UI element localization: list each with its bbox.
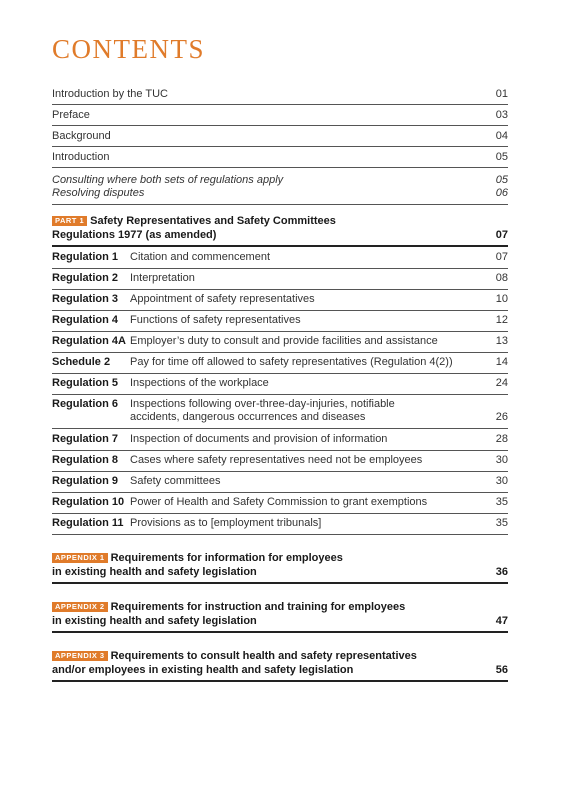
toc-appendix-2[interactable] [52, 600, 508, 633]
toc-entry-label: Resolving disputes [52, 187, 145, 199]
toc-entry-label: Introduction [52, 151, 110, 163]
toc-entry-label: Introduction by the TUC [52, 88, 168, 100]
appendix-tag: APPENDIX 2 [52, 602, 108, 612]
toc-entry-page: 36 [495, 566, 508, 578]
regulation-title: Functions of safety representatives [130, 314, 301, 326]
toc-entry-page: 12 [495, 314, 508, 326]
toc-entry-preface[interactable] [52, 109, 508, 126]
toc-entry-page: 01 [495, 88, 508, 100]
toc-regulation-row[interactable] [52, 251, 508, 269]
toc-subentry-consulting[interactable] [52, 174, 508, 187]
regulation-title: Appointment of safety representatives [130, 293, 315, 305]
regulation-code: Regulation 10 [52, 496, 125, 508]
regulation-code: Regulation 1 [52, 251, 119, 263]
toc-entry-page: 14 [495, 356, 508, 368]
regulation-code: Regulation 2 [52, 272, 119, 284]
toc-regulation-row[interactable] [52, 398, 508, 429]
regulation-title: Inspections of the workplace [130, 377, 269, 389]
toc-regulation-row[interactable] [52, 475, 508, 493]
toc-entry-label: Consulting where both sets of regulations apply [52, 174, 284, 186]
toc-entry-page: 04 [495, 130, 508, 142]
regulation-title: Inspection of documents and provision of information [130, 433, 388, 445]
toc-regulation-row[interactable] [52, 356, 508, 374]
appendix-title-line1: Requirements to consult health and safety representatives [110, 650, 417, 662]
part-title-line2: Regulations 1977 (as amended) [52, 229, 217, 241]
regulation-code: Regulation 3 [52, 293, 119, 305]
toc-entry-page: 05 [495, 174, 508, 186]
toc-entry-page: 26 [495, 411, 508, 423]
toc-entry-background[interactable] [52, 130, 508, 147]
toc-regulation-row[interactable] [52, 454, 508, 472]
toc-entry-page: 05 [495, 151, 508, 163]
toc-appendix-1[interactable] [52, 551, 508, 584]
toc-regulation-row[interactable] [52, 377, 508, 395]
regulation-code: Schedule 2 [52, 356, 111, 368]
appendix-title-line2: in existing health and safety legislation [52, 615, 257, 627]
regulation-code: Regulation 4 [52, 314, 119, 326]
regulation-code: Regulation 8 [52, 454, 119, 466]
toc-entry-page: 24 [495, 377, 508, 389]
page-title: CONTENTS [52, 34, 205, 64]
regulation-code: Regulation 9 [52, 475, 119, 487]
toc-entry-page: 30 [495, 475, 508, 487]
regulation-title: Citation and commencement [130, 251, 271, 263]
toc-entry-introduction[interactable] [52, 151, 508, 168]
toc-regulation-row[interactable] [52, 272, 508, 290]
toc-entry-page: 07 [495, 229, 508, 241]
toc-entry-page: 56 [495, 664, 508, 676]
regulation-code: Regulation 11 [52, 517, 124, 529]
part-tag: PART 1 [52, 216, 87, 226]
toc-entry-page: 10 [495, 293, 508, 305]
toc-entry-page: 35 [495, 517, 508, 529]
toc-entry-page: 28 [495, 433, 508, 445]
toc-regulation-row[interactable] [52, 335, 508, 353]
regulation-code: Regulation 5 [52, 377, 119, 389]
regulation-title: Interpretation [130, 272, 195, 284]
toc-entry-page: 30 [495, 454, 508, 466]
toc-entry-intro-tuc[interactable] [52, 88, 508, 105]
toc-regulation-row[interactable] [52, 314, 508, 332]
toc-entry-page: 08 [495, 272, 508, 284]
regulation-title: Cases where safety representatives need not be employees [130, 454, 423, 466]
toc-part1-heading[interactable] [52, 214, 508, 247]
toc-entry-label: Preface [52, 109, 90, 121]
toc-regulation-row[interactable] [52, 293, 508, 311]
toc-subentries [52, 174, 508, 205]
appendix-title-line1: Requirements for instruction and training for employees [110, 601, 406, 613]
toc-entry-page: 07 [495, 251, 508, 263]
toc-regulation-row[interactable] [52, 496, 508, 514]
appendix-tag: APPENDIX 3 [52, 651, 108, 661]
appendix-title-line2: and/or employees in existing health and safety legislation [52, 664, 354, 676]
toc-entry-page: 03 [495, 109, 508, 121]
toc-entry-page: 13 [495, 335, 508, 347]
appendix-title-line1: Requirements for information for employees [110, 552, 343, 564]
toc-appendix-3[interactable] [52, 649, 508, 682]
appendix-title-line2: in existing health and safety legislation [52, 566, 257, 578]
part-title-line1: Safety Representatives and Safety Committees [90, 215, 336, 227]
regulation-code: Regulation 6 [52, 398, 119, 410]
regulation-title: Inspections following over-three-day-injuries, notifiable accidents, dangerous occurrences and diseases [130, 398, 395, 423]
regulation-title: Power of Health and Safety Commission to grant exemptions [130, 496, 428, 508]
regulation-code: Regulation 7 [52, 433, 119, 445]
regulation-title: Provisions as to [employment tribunals] [130, 517, 322, 529]
toc-subentry-disputes[interactable] [52, 187, 508, 200]
regulation-title: Employer’s duty to consult and provide facilities and assistance [130, 335, 438, 347]
toc-entry-page: 06 [495, 187, 508, 199]
regulation-title: Pay for time off allowed to safety representatives (Regulation 4(2)) [130, 356, 453, 368]
toc-entry-page: 35 [495, 496, 508, 508]
regulation-code: Regulation 4A [52, 335, 126, 347]
appendix-tag: APPENDIX 1 [52, 553, 108, 563]
toc-regulation-row[interactable] [52, 517, 508, 535]
regulation-title: Safety committees [130, 475, 221, 487]
toc-regulation-row[interactable] [52, 433, 508, 451]
toc-entry-label: Background [52, 130, 111, 142]
toc-entry-page: 47 [495, 615, 508, 627]
